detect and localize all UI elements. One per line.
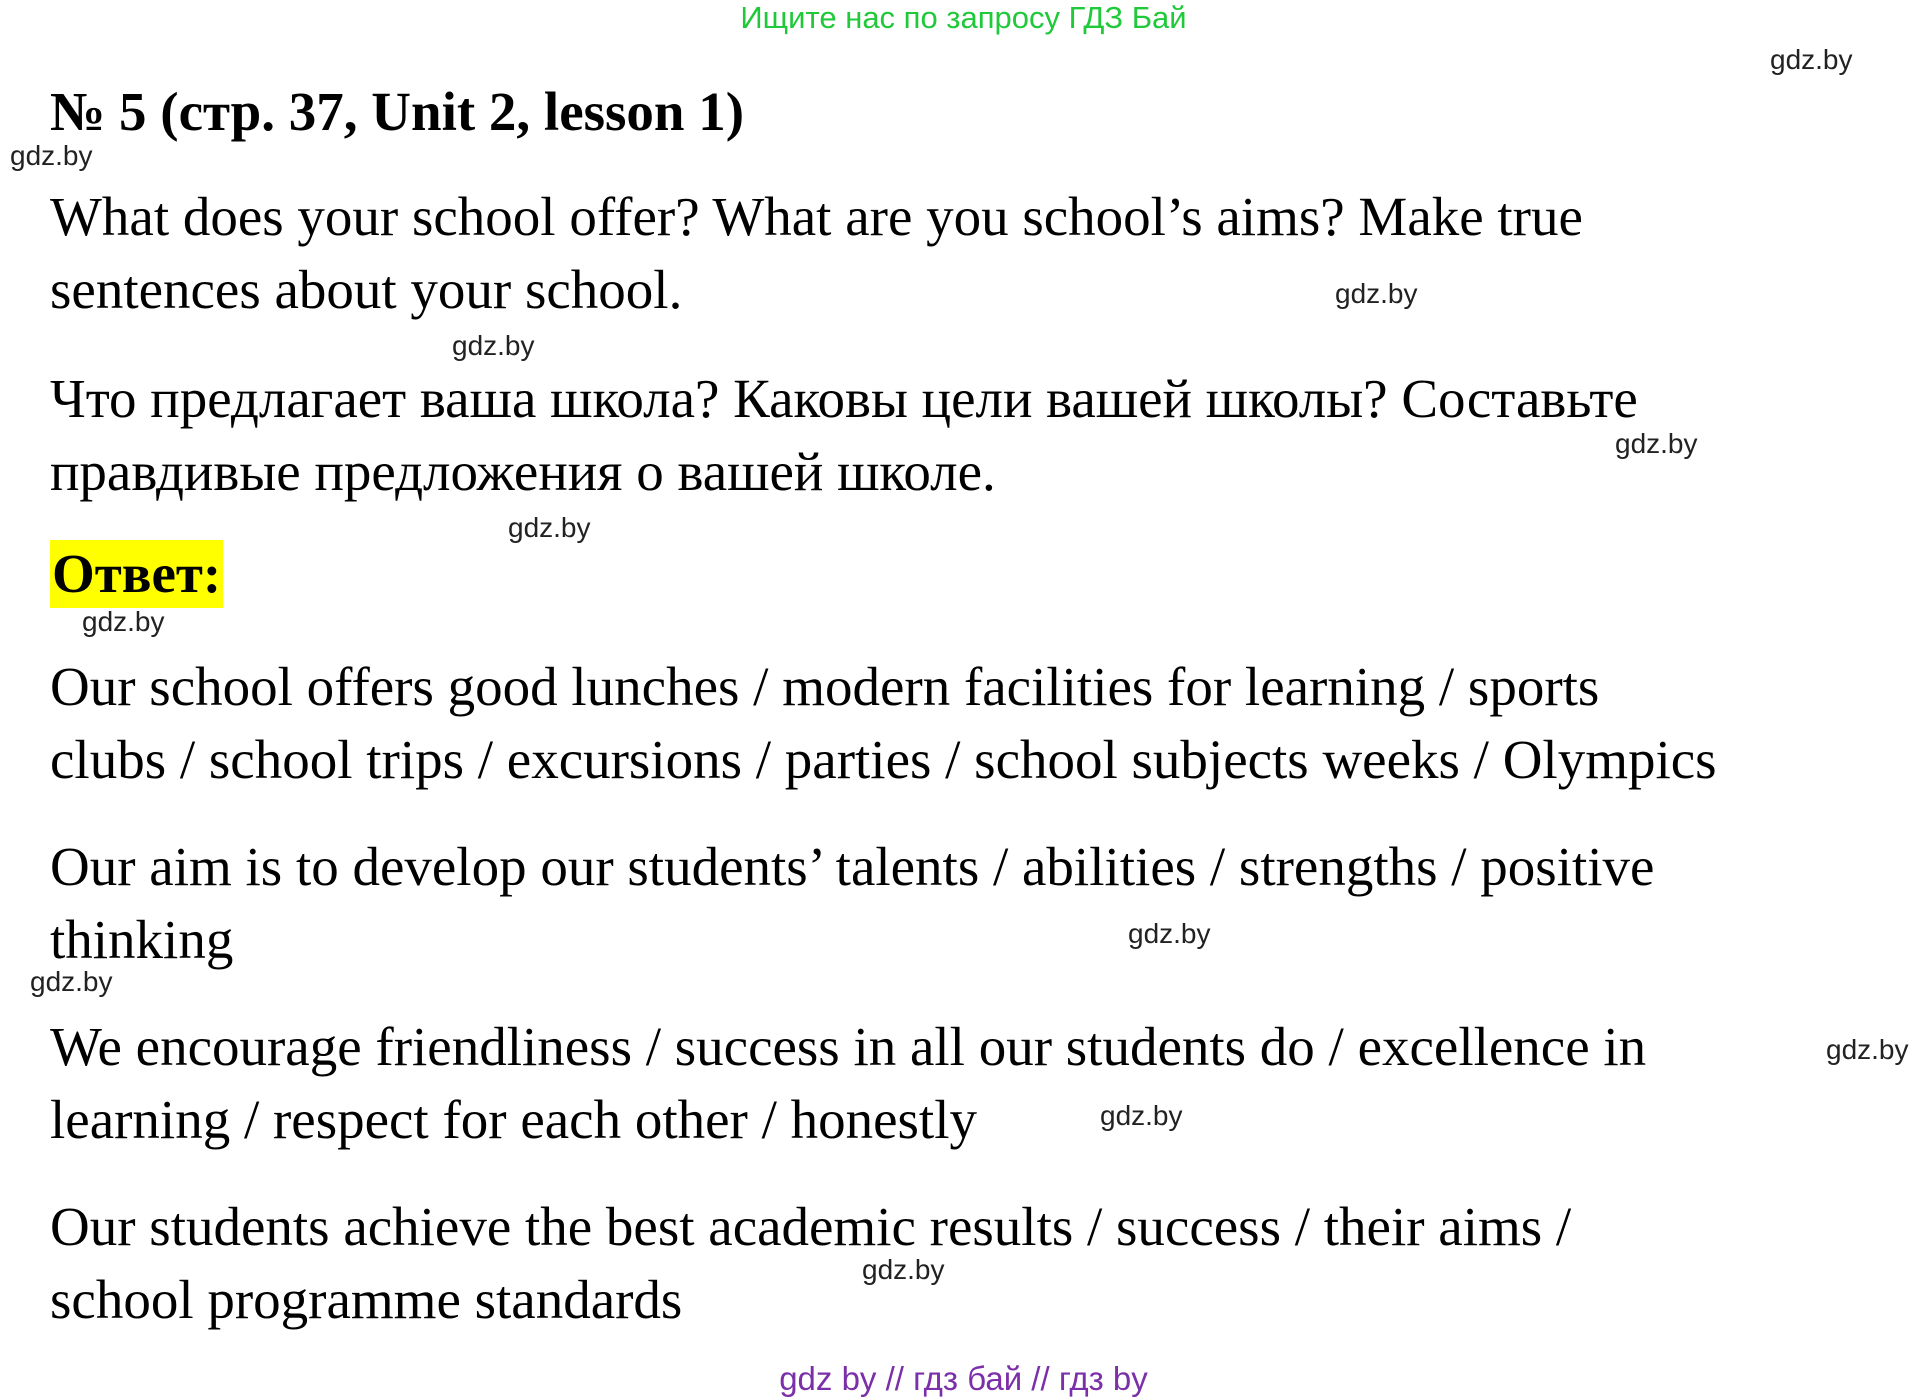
answer-line: We encourage friendliness / success in all our students do / excellence in [50, 1016, 1647, 1077]
task-russian [50, 362, 1638, 508]
answer-paragraph [50, 650, 1717, 796]
task-russian-line: правдивые предложения о вашей школе. [50, 441, 996, 502]
top-banner: Ищите нас по запросу ГДЗ Бай [740, 0, 1187, 35]
answer-line: learning / respect for each other / honestly [50, 1089, 977, 1150]
answer-paragraph [50, 1010, 1646, 1156]
answer-line: Our students achieve the best academic results / success / their aims / [50, 1196, 1572, 1257]
task-russian-line: Что предлагает ваша школа? Каковы цели вашей школы? Составьте [50, 368, 1638, 429]
answer-line: Our aim is to develop our students’ talents / abilities / strengths / positive [50, 836, 1655, 897]
task-english-line: What does your school offer? What are you school’s aims? Make true [50, 186, 1583, 247]
answer-paragraph [50, 1190, 1571, 1336]
answer-paragraph [50, 830, 1654, 976]
answer-line: thinking [50, 909, 234, 970]
answer-line: clubs / school trips / excursions / parties / school subjects weeks / Olympics [50, 729, 1717, 790]
watermark: gdz.by [862, 1254, 945, 1285]
watermark: gdz.by [1100, 1100, 1183, 1131]
watermark: gdz.by [1128, 918, 1211, 949]
watermark: gdz.by [1615, 428, 1698, 459]
page-title: № 5 (стр. 37, Unit 2, lesson 1) [50, 81, 745, 142]
task-english-line: sentences about your school. [50, 259, 683, 320]
watermark: gdz.by [1770, 44, 1853, 75]
watermark: gdz.by [1826, 1034, 1909, 1065]
footer-links: gdz by // гдз бай // гдз by [779, 1360, 1148, 1397]
watermark: gdz.by [1335, 278, 1418, 309]
answer-label: Ответ: [50, 540, 223, 608]
watermark: gdz.by [10, 140, 93, 171]
watermark: gdz.by [82, 606, 165, 637]
answer-line: school programme standards [50, 1269, 683, 1330]
watermark: gdz.by [30, 966, 113, 997]
watermark: gdz.by [508, 512, 591, 543]
watermark: gdz.by [452, 330, 535, 361]
answer-line: Our school offers good lunches / modern facilities for learning / sports [50, 656, 1600, 717]
